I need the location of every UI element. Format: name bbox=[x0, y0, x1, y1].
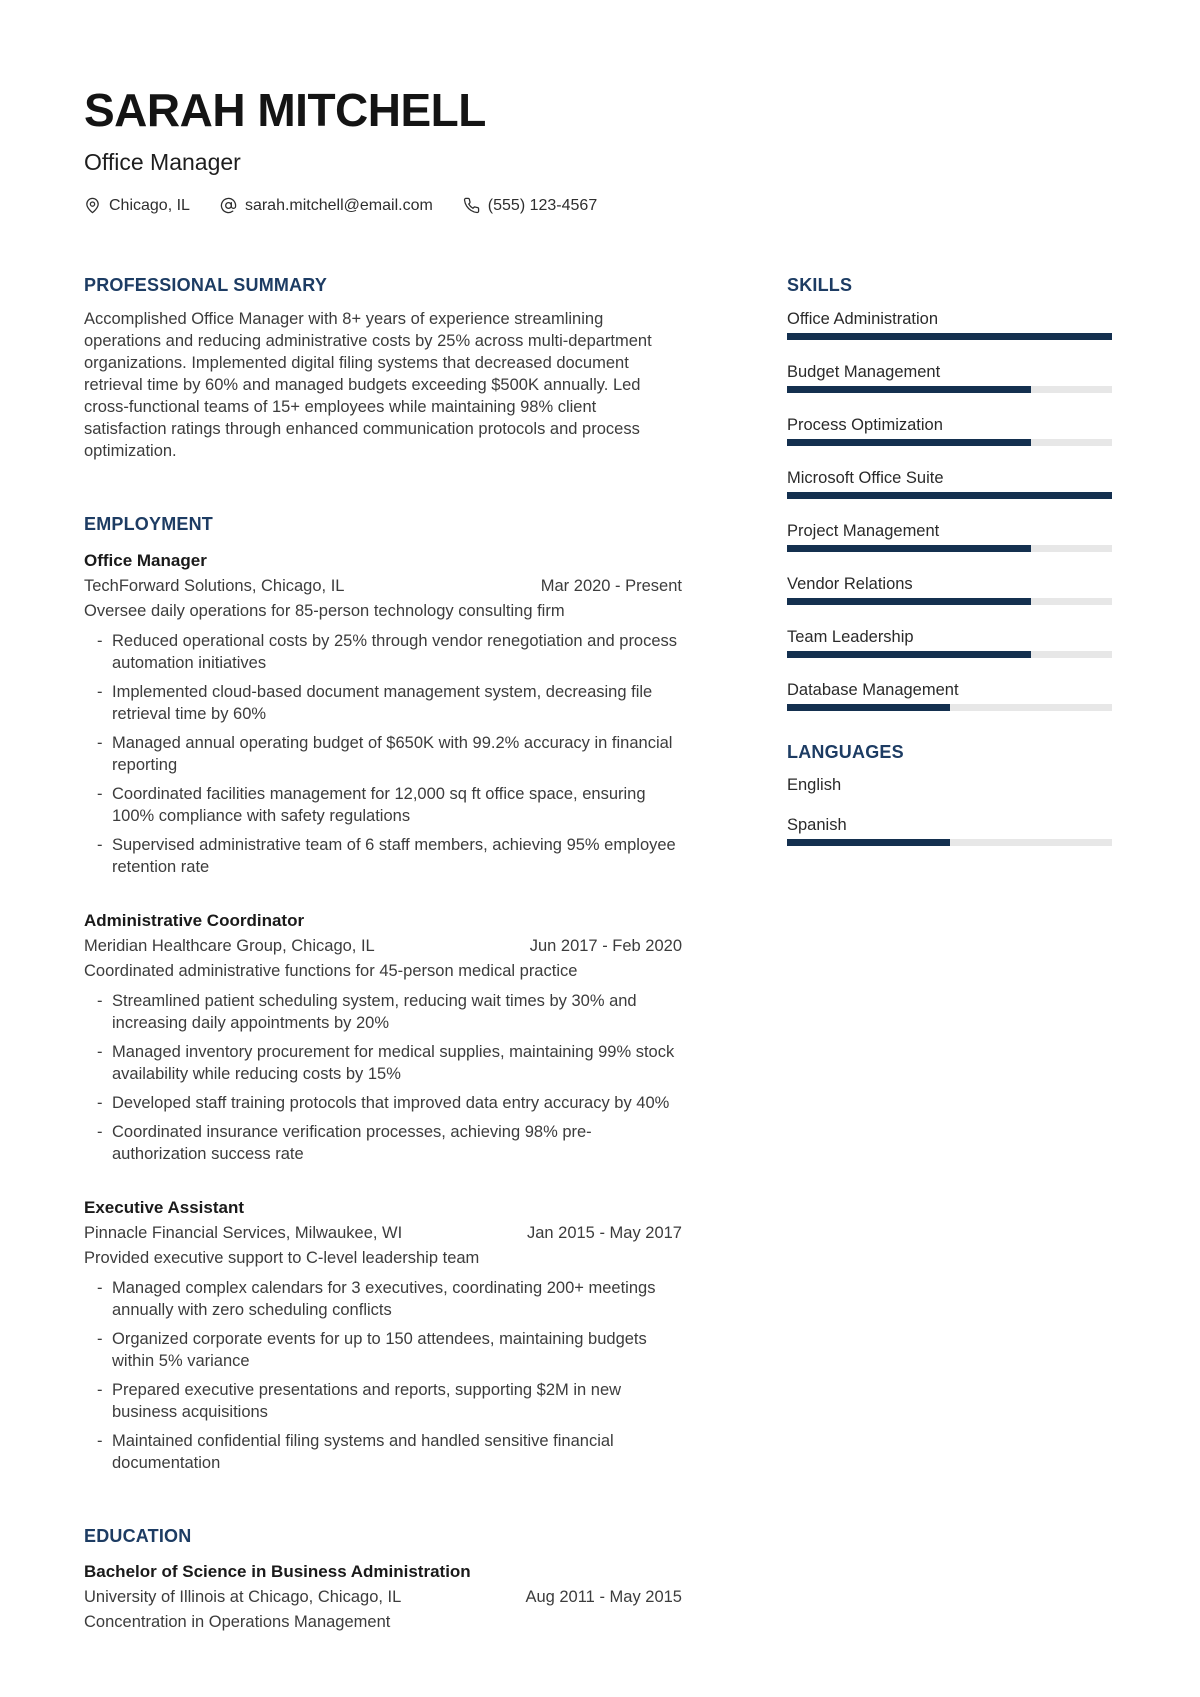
resume-body bbox=[84, 275, 1112, 1634]
contact-phone bbox=[463, 197, 597, 215]
resume-header bbox=[84, 86, 1112, 215]
skill-name: Project Management bbox=[787, 522, 940, 541]
job-description: Coordinated administrative functions for 45-person medical practice bbox=[84, 961, 578, 980]
job-bullet: - Reduced operational costs by 25% through vendor renegotiation and process automation initiatives bbox=[84, 630, 682, 674]
job-list bbox=[84, 550, 682, 1474]
skill-name: Microsoft Office Suite bbox=[787, 469, 944, 488]
job-bullet: - Managed inventory procurement for medical supplies, maintaining 99% stock availability while reducing costs by 15% bbox=[84, 1041, 682, 1085]
job-entry bbox=[84, 1197, 682, 1474]
skill-name: Team Leadership bbox=[787, 628, 914, 647]
skill-bar-track bbox=[787, 598, 1112, 605]
summary-text: Accomplished Office Manager with 8+ years of experience streamlining operations and reducing administrative costs by 25% across multi-department organizations. Implemented digital filing systems that decreased document retrieval time by 60% and managed budgets exceeding $500K annually. Led cross-functional teams of 15+ employees while maintaining 98% client satisfaction ratings through enhanced communication protocols and process optimization. bbox=[84, 310, 652, 461]
skill-item bbox=[787, 467, 1112, 499]
skill-name: Spanish bbox=[787, 815, 847, 834]
skill-bar-track bbox=[787, 704, 1112, 711]
section-education bbox=[84, 1526, 682, 1634]
language-item bbox=[787, 774, 1112, 796]
skill-bar-track bbox=[787, 492, 1112, 499]
employment-heading: EMPLOYMENT bbox=[84, 514, 214, 535]
left-column bbox=[84, 275, 682, 1634]
job-meta-row bbox=[84, 1222, 682, 1244]
skill-item bbox=[787, 361, 1112, 393]
job-bullet-list bbox=[84, 1277, 682, 1474]
job-bullet: - Maintained confidential filing systems and handled sensitive financial documentation bbox=[84, 1430, 682, 1474]
job-description: Provided executive support to C-level leadership team bbox=[84, 1248, 480, 1267]
education-school: University of Illinois at Chicago, Chicago, IL bbox=[84, 1588, 402, 1607]
skill-bar-track bbox=[787, 545, 1112, 552]
skills-heading: SKILLS bbox=[787, 274, 853, 295]
skill-item bbox=[787, 414, 1112, 446]
skill-bar-fill bbox=[787, 598, 1031, 605]
skill-bar-track bbox=[787, 333, 1112, 340]
job-company: Pinnacle Financial Services, Milwaukee, WI bbox=[84, 1223, 403, 1242]
skill-bar-fill bbox=[787, 651, 1031, 658]
languages-list bbox=[787, 774, 1112, 846]
education-heading: EDUCATION bbox=[84, 1525, 192, 1546]
skill-item bbox=[787, 308, 1112, 340]
skill-bar-fill bbox=[787, 492, 1112, 499]
right-column bbox=[787, 275, 1112, 1634]
job-bullet: - Developed staff training protocols that improved data entry accuracy by 40% bbox=[84, 1092, 682, 1114]
job-bullet: - Prepared executive presentations and reports, supporting $2M in new business acquisitions bbox=[84, 1379, 682, 1423]
job-bullet: - Coordinated insurance verification processes, achieving 98% pre-authorization success rate bbox=[84, 1121, 682, 1165]
job-dates: Jan 2015 - May 2017 bbox=[526, 1223, 682, 1242]
job-bullet: - Streamlined patient scheduling system, reducing wait times by 30% and increasing daily appointments by 20% bbox=[84, 990, 682, 1034]
skill-bar-fill bbox=[787, 386, 1031, 393]
person-title: Office Manager bbox=[84, 149, 241, 176]
job-title: Office Manager bbox=[84, 550, 207, 570]
education-dates: Aug 2011 - May 2015 bbox=[525, 1588, 682, 1607]
skill-name: Process Optimization bbox=[787, 416, 943, 435]
job-entry bbox=[84, 550, 682, 878]
job-company: Meridian Healthcare Group, Chicago, IL bbox=[84, 936, 375, 955]
section-professional-summary bbox=[84, 275, 682, 463]
contact-email bbox=[220, 197, 433, 215]
skill-bar-fill bbox=[787, 545, 1031, 552]
contact-email-text: sarah.mitchell@email.com bbox=[244, 196, 433, 214]
skill-item bbox=[787, 626, 1112, 658]
job-description: Oversee daily operations for 85-person technology consulting firm bbox=[84, 601, 565, 620]
education-detail: Concentration in Operations Management bbox=[84, 1613, 391, 1632]
skill-name: Budget Management bbox=[787, 363, 941, 382]
email-at-icon bbox=[220, 197, 237, 214]
skill-name: English bbox=[787, 775, 842, 794]
job-dates: Mar 2020 - Present bbox=[540, 576, 682, 595]
job-bullet: - Coordinated facilities management for 12,000 sq ft office space, ensuring 100% compliance with safety regulations bbox=[84, 783, 682, 827]
contact-phone-text: (555) 123-4567 bbox=[487, 196, 598, 214]
skill-bar-track bbox=[787, 839, 1112, 846]
job-title: Executive Assistant bbox=[84, 1197, 244, 1217]
skill-item bbox=[787, 520, 1112, 552]
job-bullet: - Organized corporate events for up to 150 attendees, maintaining budgets within 5% variance bbox=[84, 1328, 682, 1372]
job-bullet: - Implemented cloud-based document management system, decreasing file retrieval time by 60% bbox=[84, 681, 682, 725]
education-degree: Bachelor of Science in Business Administration bbox=[84, 1562, 471, 1582]
job-bullet-list bbox=[84, 630, 682, 878]
contact-row bbox=[84, 197, 1112, 215]
language-item bbox=[787, 814, 1112, 846]
summary-heading: PROFESSIONAL SUMMARY bbox=[84, 274, 328, 295]
skill-item bbox=[787, 679, 1112, 711]
location-pin-icon bbox=[84, 197, 101, 214]
education-meta-row bbox=[84, 1586, 682, 1608]
phone-icon bbox=[463, 197, 480, 214]
job-bullet: - Supervised administrative team of 6 staff members, achieving 95% employee retention rate bbox=[84, 834, 682, 878]
job-bullet-list bbox=[84, 990, 682, 1165]
skill-item bbox=[787, 573, 1112, 605]
skill-bar-track bbox=[787, 651, 1112, 658]
section-skills bbox=[787, 275, 1112, 712]
skills-list bbox=[787, 308, 1112, 711]
job-company: TechForward Solutions, Chicago, IL bbox=[84, 576, 345, 595]
contact-location bbox=[84, 197, 190, 215]
job-meta-row bbox=[84, 575, 682, 597]
person-name: SARAH MITCHELL bbox=[84, 84, 486, 136]
section-languages bbox=[787, 742, 1112, 846]
skill-bar-track bbox=[787, 386, 1112, 393]
contact-location-text: Chicago, IL bbox=[109, 196, 190, 214]
section-employment bbox=[84, 514, 682, 1474]
skill-bar-fill bbox=[787, 333, 1112, 340]
skill-name: Vendor Relations bbox=[787, 575, 913, 594]
job-bullet: - Managed annual operating budget of $650K with 99.2% accuracy in financial reporting bbox=[84, 732, 682, 776]
languages-heading: LANGUAGES bbox=[787, 742, 904, 763]
job-dates: Jun 2017 - Feb 2020 bbox=[529, 936, 682, 955]
job-title: Administrative Coordinator bbox=[84, 910, 305, 930]
skill-name: Database Management bbox=[787, 681, 959, 700]
skill-bar-track bbox=[787, 439, 1112, 446]
job-entry bbox=[84, 910, 682, 1165]
column-gap bbox=[682, 275, 787, 1634]
skill-bar-fill bbox=[787, 439, 1031, 446]
job-bullet: - Managed complex calendars for 3 executives, coordinating 200+ meetings annually with zero scheduling conflicts bbox=[84, 1277, 682, 1321]
skill-bar-fill bbox=[787, 704, 950, 711]
skill-name: Office Administration bbox=[787, 310, 939, 329]
job-meta-row bbox=[84, 935, 682, 957]
skill-bar-fill bbox=[787, 839, 950, 846]
